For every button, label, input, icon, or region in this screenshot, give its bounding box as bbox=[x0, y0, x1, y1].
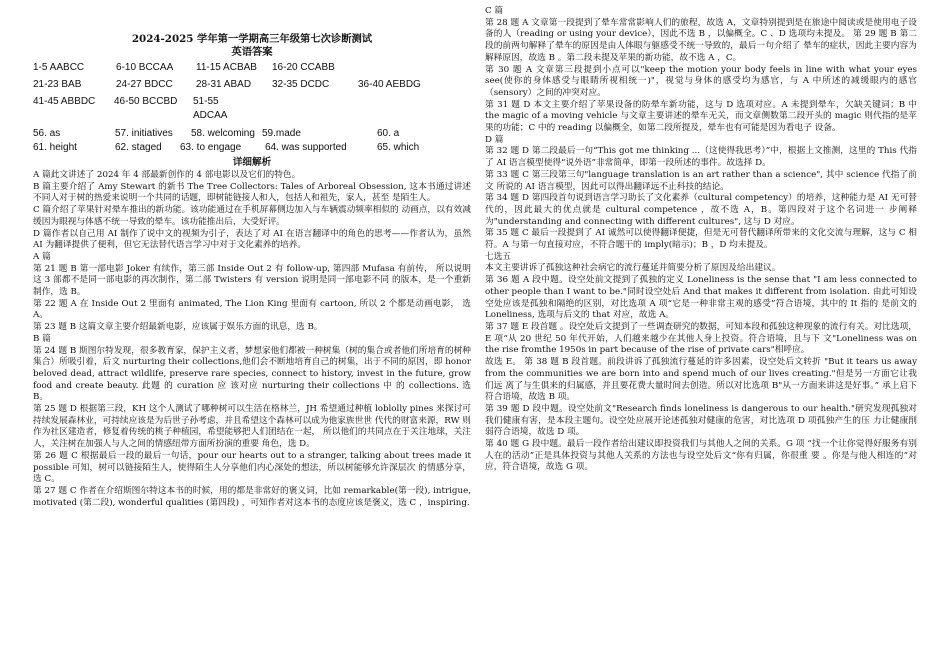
paragraph: B 篇主要介绍了 Amy Stewart 的新书 The Tree Collectors: Tales of Arboreal Obsession, 这本书通过讲述不同人对于树的热爱来说明一个共同的话题，即树能链接人和人，包括人和祖先，家人，甚至 是陌生人。 bbox=[33, 181, 471, 204]
fill-row bbox=[33, 127, 471, 141]
paragraph: 第 30 题 A 文章第三段提到小点可以"keep the motion your body feels in line with what your eyes see(使你的身体感受与眼睛所视相统一)"，视觉与身体的感受均为感官，与 A 中所述的减缓眼内的感官（sensory）之间的冲突对应。 bbox=[485, 64, 917, 98]
fill-answer: 56. as bbox=[33, 128, 61, 139]
left-column bbox=[33, 33, 471, 671]
paragraph: 第 31 题 D 本文主要介绍了苹果设备的防晕车新功能，这与 D 选项对应。A 未提到晕车，欠缺关键词；B 中 the magic of a moving vehicle 与文章主要讲述的晕车无关，而文章侧数第二段开头的 magic 则代指的是苹果的功能；C 中的 reading 以偏概全，如第二段所提及，晕车也有可能是因为看电子 设备。 bbox=[485, 99, 917, 134]
fill-answer: 63. to engage bbox=[180, 142, 242, 153]
paragraph: 第 23 题 B 这篇文章主要介绍最新电影，应该属于娱乐方面的讯息，选 B。 bbox=[33, 322, 323, 333]
fill-answer: 60. a bbox=[377, 128, 400, 139]
paragraph: 第 26 题 C 根据最后一段的最后一句话，pour our hearts out to a stranger, talking about trees made it possible 可知，树可以链接陌生人，使得陌生人分享他们内心深处的想法，所以树能够允许深层次 的情感分享，选 C。 bbox=[33, 450, 471, 485]
paragraph: 本文主要讲诉了孤独这种社会病它的流行蔓延并简要分析了原因及给出建议。 bbox=[485, 263, 781, 274]
section-heading: B 篇 bbox=[33, 333, 51, 344]
paragraph: C 篇介绍了苹果针对晕车推出的新功能。该功能通过在手机屏幕侧边加入与车辆震动频率相似的 动画点，以有效减缓因为眼视与体感不统一导致的晕车。该功能推出后，大受好评。 bbox=[33, 205, 471, 227]
answer-group: 46-50 BCCBD bbox=[114, 96, 178, 107]
answer-group bbox=[193, 95, 227, 123]
answer-group: 24-27 BDCC bbox=[116, 79, 173, 90]
answer-group: 28-31 ABAD bbox=[196, 79, 252, 90]
paragraph: 第 24 题 B 斯图尔特发现，很多教育家，保护主义者，梦想家他们都被一种树集（树的集合或者他们所培育的树种集合）所吸引着，后文 nurturing their collections,他们会不断地培育自己的树集，出于不同的原因，即 honor beloved dead, attract wildlife, preserve rare species, connect to history, invest in the future, grow food and create beauty. 此题 的 curation 应 该对应 nurturing their collections 中 的 collections. 选 B。 bbox=[33, 345, 471, 403]
answer-group: 36-40 AEBDG bbox=[358, 79, 421, 90]
fill-answer: 57. initiatives bbox=[115, 128, 173, 139]
fill-answer: 61. height bbox=[33, 142, 77, 153]
paragraph: 第 33 题 C 第三段第三句"language translation is an art rather than a science", 其中 science 代指了前文 所说的 AI 语言模型，因此可以得出翻译远不止科技的结论。 bbox=[485, 169, 917, 192]
answer-group: 21-23 BAB bbox=[33, 79, 82, 90]
paragraph: 第 39 题 D 段中题。设空处前文"Research finds loneliness is dangerous to our health."研究发现孤独对 我们健康有害，是本段主题句。设空处应展开论述孤独对健康的危害，对比选项 D 项孤独产生的压 力让健康削弱符合语境，故选 D 项。 bbox=[485, 403, 917, 438]
paragraph: 第 22 题 A 在 Inside Out 2 里面有 animated, The Lion King 里面有 cartoon, 所以 2 个都是动画电影， 选 A。 bbox=[33, 298, 471, 321]
answer-group: 6-10 BCCAA bbox=[116, 62, 174, 73]
paragraph: 第 32 题 D 第二段最后一句“This got me thinking ...（这使得我思考）”中，根据上文推测，这里的 This 代指了 AI 语言模型使得“说外语”非常简单，即第一段所述的事件。故选择 D。 bbox=[485, 146, 917, 169]
left-body bbox=[33, 170, 471, 509]
answer-row bbox=[33, 95, 471, 123]
fill-answer: 64. was supported bbox=[265, 142, 347, 153]
answer-range: 51-55 bbox=[193, 96, 219, 107]
fill-answer: 59.made bbox=[262, 128, 301, 139]
paragraph: 第 27 题 C 作者在介绍斯图尔特这本书的时候，用的都是非常好的褒义词，比如 remarkable(第一段), intrigue, motivated (第二段), wonderful qualities (第四段) ，可知作者对这本书的态度应该是褒义，选 C ，inspiring. bbox=[33, 485, 471, 508]
paragraph: D 篇作者以自己用 AI 制作了说中文的视频为引子，表达了对 AI 在语言翻译中的角色的思考——作者认为，虽然 AI 为翻译提供了便利，但它无法替代语言学习中对于文化素养的培养。 bbox=[33, 228, 471, 251]
paragraph: A 篇此文讲述了 2024 年 4 部最新创作的 4 部电影以及它们的特色。 bbox=[33, 170, 301, 180]
page-title: 2024-2025 学年第一学期高三年级第七次诊断测试 bbox=[131, 33, 373, 45]
answer-group: 41-45 ABBDC bbox=[33, 96, 96, 107]
answer-group: 1-5 AABCC bbox=[33, 62, 85, 73]
answer-group: 32-35 DCDC bbox=[272, 79, 330, 90]
paragraph: 第 40 题 G 段中题。最后一段作者给出建议即投资我们与其他人之间的关系。G 项 “找一个让你觉得好服务有别人在的活动”正是具体投资与其他人关系的方法也与设空处后文“你有归属，你很重 要 。你是与他人相连的”对应，符合语境，故选 G 项。 bbox=[485, 439, 917, 473]
right-column bbox=[485, 6, 917, 671]
section-heading: C 篇 bbox=[485, 6, 504, 16]
paragraph: 第 28 题 A 文章第一段提到了晕车常常影响人们的旅程，故选 A，文章特别提到是在旅途中阅读或是使用电子设备的人（reading or using your device），因此不选 B ，以偏概全。C 、D 选项均未提及。 第 29 题 B 第二段的前两句解释了晕车的原因是由人体眼与躯感受不统一导致的，最后一句介绍了 晕车的症状，因此主要内容为解释原因，故选 B 。第二段未提及苹果的新功能，故不选 A ，C。 bbox=[485, 17, 917, 63]
section-heading: A 篇 bbox=[33, 251, 51, 262]
paragraph: 第 36 题 A 段中题。设空处前文提到了孤独的定义 Loneliness is the sense that "I am less connected to other people than I want to be."同时设空处后 And that makes it different from isolation. 由此可知设 空处应该是孤独和隔绝的区别，对比选项 A 项“它是一种非常主观的感受”符合语境，其中的 It 指的 是前文的 Loneliness, 选项与后文的 that 对应，故选 A。 bbox=[485, 275, 917, 321]
answer-row bbox=[33, 78, 471, 92]
paragraph: 第 21 题 B 第一部电影 Joker 有续作，第三部 Inside Out 2 有 follow-up, 第四部 Mufasa 有前传， 所以说明这 3 部都不是同一部电影的再次制作，第二部 Twisters 有 version 说明是同一部电影不同 的版本，是一个重新制作，选 B。 bbox=[33, 263, 471, 298]
paragraph: 第 34 题 D 第四段首句说到语言学习助长了文化素养（cultural competency）的培养，这种能力是 AI 无可替代的，因此最大的优点就是 cultural competence ，故不选 A，B。第四段对于这个名词进一 步阐释为"understanding and connecting with different cultures", 这与 D 对应。 bbox=[485, 193, 917, 227]
section-heading: 七选五 bbox=[485, 251, 512, 262]
paragraph: 第 37 题 E 段首题 。设空处后文提到了一些调查研究的数据，可知本段和孤独这种现象的流行有关。对比选项，E 项“从 20 世纪 50 年代开始，人们越来越少在其他人身上投资。符合语境，且与下 文"Loneliness was on the rise fromthe 1950s in part because of the rise of private cars"相呼应。 bbox=[485, 321, 917, 356]
fill-answer: 58. welcoming bbox=[191, 128, 255, 139]
fill-row bbox=[33, 141, 471, 155]
answer-row bbox=[33, 61, 471, 75]
fill-answer: 62. staged bbox=[115, 142, 162, 153]
section-heading: D 篇 bbox=[485, 134, 504, 145]
paragraph: 故选 E。 第 38 题 B 段首题。前段讲诉了孤独流行蔓延的许多因素，设空处后文转折 "But it tears us away from the communities we are born into and spend much of our lives creating."但是另一方面它让我们远 离了与生俱来的归属感，并且要花费大量时间去创造。所以对比选项 B"从一方面来讲这是好事。” 承上启下符合语境，故选 B 项。 bbox=[485, 357, 917, 403]
paragraph: 第 25 题 D 根据第三段，KH 这个人测试了哪种树可以生活在格林兰，JH 希望通过种植 loblolly pines 来探讨可持续发展森林业，可持续应该是为后世子孙考虑，并且希望这个森林可以成为他家族世世 代代的财富来源，RW 则作为社区建造者，修复着传统的桃子种植园，希望能够把人们团结在一起， 所以他们的共同点在于关注地球，关注人，关注树在加强人与人之间的情感纽带方面所扮演的重要 角色，选 D。 bbox=[33, 404, 471, 450]
paragraph: 第 35 题 C 最后一段提到了 AI 诚然可以使得翻译便捷，但是无可替代翻译所带来的文化交流与理解，这与 C 相符。A 与第一句直接对应，不符合题干的 imply(暗示)；B ，D 均未提及。 bbox=[485, 228, 917, 251]
answer-group: 11-15 ACBAB bbox=[196, 62, 257, 73]
fill-answer: 65. which bbox=[377, 142, 420, 153]
detail-heading: 详细解析 bbox=[232, 157, 272, 168]
page-subtitle: 英语答案 bbox=[231, 46, 273, 58]
answer-group: 16-20 CCABB bbox=[272, 62, 335, 73]
answer-letters: ADCAA bbox=[193, 110, 228, 121]
